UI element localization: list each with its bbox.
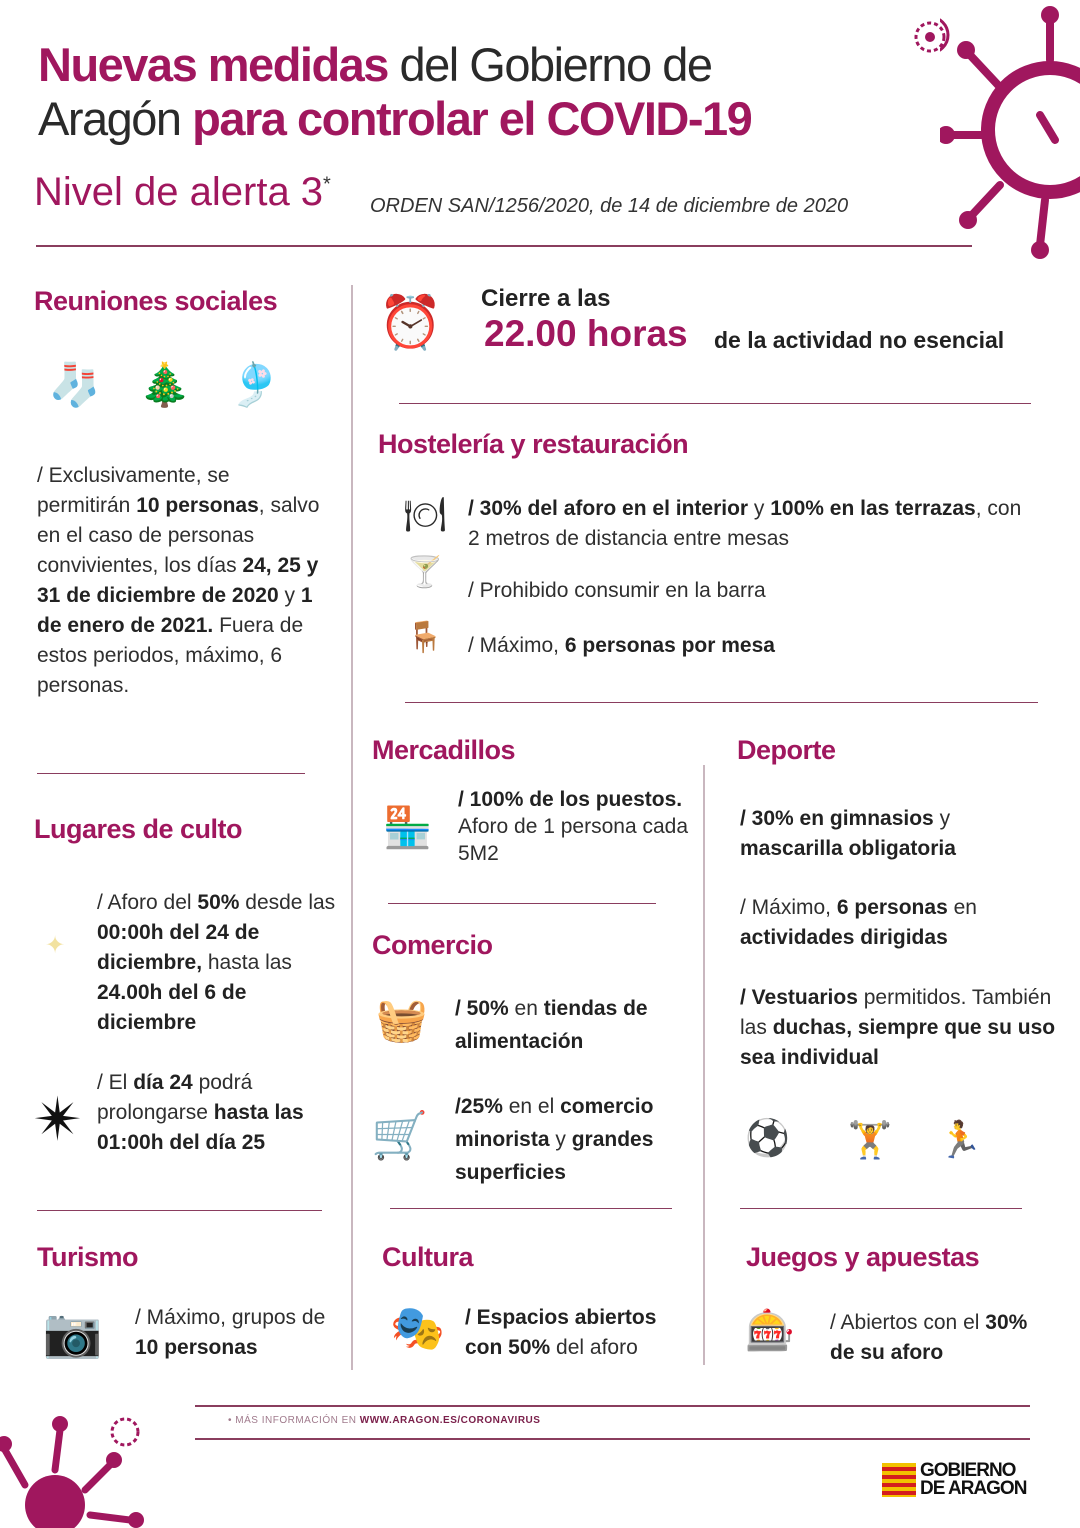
divider	[37, 773, 305, 774]
turismo-text	[135, 1303, 345, 1363]
gobierno-aragon-logo	[882, 1462, 1026, 1498]
text-run: 10 personas	[136, 494, 259, 517]
text-run: 24, 25 y 31 de diciembre de 2020	[37, 554, 319, 607]
text-run: /25%	[455, 1095, 503, 1118]
text-run: / Máximo,	[740, 896, 837, 919]
stocking-icon: 🧦	[48, 360, 102, 408]
juegos-text	[830, 1308, 1050, 1368]
cocktail-icon: 🍸	[406, 556, 444, 589]
reuniones-text	[37, 461, 327, 701]
text-run: 24.00h del 6 de diciembre	[97, 981, 247, 1034]
footer-link[interactable]: WWW.ARAGON.ES/CORONAVIRUS	[359, 1415, 541, 1426]
text-run: Aforo de 1 persona cada 5M2	[458, 815, 688, 865]
text-run: y	[278, 584, 301, 607]
text-run: y	[748, 497, 771, 520]
divider	[399, 403, 1031, 404]
hosteleria-item-3	[468, 631, 968, 661]
text-run: / Prohibido consumir en la barra	[468, 579, 766, 602]
text-run: Nuevas medidas	[38, 38, 388, 91]
text-run: / 30% en gimnasios	[740, 807, 934, 830]
market-stall-icon: 🏪	[382, 806, 433, 850]
text-run: tiendas de alimentación	[455, 997, 648, 1053]
divider	[36, 245, 972, 247]
text-run: del aforo	[550, 1336, 638, 1359]
footer-info	[228, 1415, 540, 1426]
text-run: 00:00h del 24 de diciembre,	[97, 921, 260, 974]
text-run: grandes superficies	[455, 1128, 654, 1184]
alarm-clock-icon: ⏰	[378, 294, 443, 352]
comercio-item-2	[455, 1090, 700, 1189]
turismo-title: Turismo	[37, 1242, 139, 1272]
alert-level	[34, 170, 331, 215]
text-run: 6 personas por mesa	[564, 634, 775, 657]
christmas-tree-icon: 🎄	[138, 360, 192, 408]
deporte-item-2	[740, 893, 1040, 953]
hosteleria-title: Hostelería y restauración	[378, 429, 689, 459]
alert-level-text: Nivel de alerta 3	[34, 170, 324, 214]
cloche-icon: 🍽	[403, 496, 447, 534]
order-reference: ORDEN SAN/1256/2020, de 14 de diciembre de 2020	[370, 195, 849, 217]
mercadillos-title: Mercadillos	[372, 735, 516, 765]
star-icon: ✴	[32, 1086, 84, 1153]
divider	[740, 1208, 1022, 1209]
divider	[37, 1210, 322, 1211]
divider	[405, 702, 1038, 703]
divider	[388, 903, 656, 904]
culto-title: Lugares de culto	[34, 814, 243, 844]
text-run: comercio minorista	[455, 1095, 654, 1151]
text-run: en el	[502, 1095, 561, 1118]
reuniones-title: Reuniones sociales	[34, 286, 278, 316]
text-run: Aragón	[38, 92, 193, 145]
text-run: día 24	[133, 1071, 193, 1094]
page-title	[38, 38, 918, 146]
text-run: permitidos. También las	[740, 986, 1052, 1039]
text-run: / 30% del aforo en el interior	[468, 497, 749, 520]
weightlifter-icon: 🏋	[847, 1119, 893, 1160]
text-run: 100% en las terrazas	[770, 497, 976, 520]
runner-icon: 🏃	[937, 1118, 983, 1160]
text-run: , con 2 metros de distancia entre mesas	[468, 497, 1022, 550]
text-run: mascarilla obligatoria	[740, 837, 956, 860]
text-run: hasta las	[202, 951, 292, 974]
divider	[390, 1208, 672, 1209]
text-run: y	[549, 1128, 572, 1151]
aragon-flag-icon	[882, 1463, 916, 1497]
column-divider	[351, 285, 353, 1370]
text-run: y	[933, 807, 951, 830]
poker-chips-icon: 🎰	[745, 1308, 795, 1353]
text-run: 50%	[197, 891, 240, 914]
cierre-line1: Cierre a las	[481, 285, 611, 312]
text-run: / El	[97, 1071, 134, 1094]
cierre-time: 22.00 horas	[484, 313, 688, 354]
text-run: 10 personas	[135, 1336, 258, 1359]
text-run: 6 personas	[836, 896, 948, 919]
text-run: / Exclusivamente, se permitirán	[37, 464, 230, 517]
mercadillos-text	[458, 786, 688, 867]
deporte-title: Deporte	[737, 735, 836, 765]
culto-text-2	[97, 1068, 347, 1158]
deporte-item-1	[740, 804, 1040, 864]
sparkle-icon: ✦	[44, 931, 66, 959]
theater-masks-icon: 🎭	[390, 1303, 445, 1353]
text-run: / Espacios abiertos con 50%	[465, 1306, 657, 1359]
soccer-ball-icon: ⚽	[745, 1116, 790, 1158]
virus-decoration-bottom-icon	[0, 1410, 150, 1528]
hosteleria-item-2	[468, 576, 968, 606]
column-divider	[703, 765, 705, 1365]
logo-line1: GOBIERNO	[920, 1460, 1016, 1481]
asterisk: *	[323, 173, 331, 196]
text-run: del Gobierno de	[387, 38, 712, 91]
text-run: duchas, siempre que su uso sea individual	[740, 1016, 1056, 1069]
footer-prefix: • MÁS INFORMACIÓN EN	[228, 1415, 360, 1426]
text-run: actividades dirigidas	[740, 926, 948, 949]
text-run: 30% de su aforo	[830, 1311, 1028, 1364]
grocery-basket-icon: 🧺	[375, 995, 429, 1043]
text-run: en	[508, 997, 544, 1020]
text-run: desde las	[239, 891, 336, 914]
camera-icon: 📷	[42, 1307, 103, 1360]
text-run: / Máximo, grupos de	[135, 1306, 326, 1329]
text-run: hasta las 01:00h del día 25	[97, 1101, 304, 1154]
divider	[195, 1438, 1030, 1440]
text-run: / Vestuarios	[740, 986, 858, 1009]
hosteleria-item-1	[468, 494, 1038, 554]
shopping-cart-icon: 🛒	[371, 1108, 429, 1161]
deporte-item-3	[740, 983, 1060, 1073]
table-chairs-icon: 🪑	[406, 621, 444, 654]
logo-line2: DE ARAGON	[920, 1478, 1027, 1499]
text-run: / Aforo del	[97, 891, 198, 914]
comercio-item-1	[455, 992, 695, 1058]
ornaments-icon: 🎐	[228, 360, 282, 408]
divider	[195, 1405, 1030, 1407]
text-run: en	[947, 896, 977, 919]
virus-decoration-icon	[940, 0, 1080, 260]
cierre-line2: de la actividad no esencial	[714, 327, 1005, 353]
text-run: Fuera de estos periodos, máximo, 6 personas.	[37, 614, 304, 697]
juegos-title: Juegos y apuestas	[746, 1242, 980, 1272]
text-run: / Abiertos con el	[830, 1311, 986, 1334]
text-run: 1 de enero de 2021.	[37, 584, 313, 637]
culto-text-1	[97, 888, 347, 1038]
comercio-title: Comercio	[372, 930, 493, 960]
text-run: podrá prolongarse	[97, 1071, 253, 1124]
cultura-title: Cultura	[382, 1242, 473, 1272]
cultura-text	[465, 1303, 695, 1363]
text-run: , salvo en el caso de personas convivientes, los días	[37, 494, 320, 577]
text-run: / 100% de los puestos.	[458, 788, 683, 811]
text-run: / Máximo,	[468, 634, 565, 657]
text-run: para controlar el COVID-19	[192, 92, 752, 145]
text-run: / 50%	[455, 997, 509, 1020]
